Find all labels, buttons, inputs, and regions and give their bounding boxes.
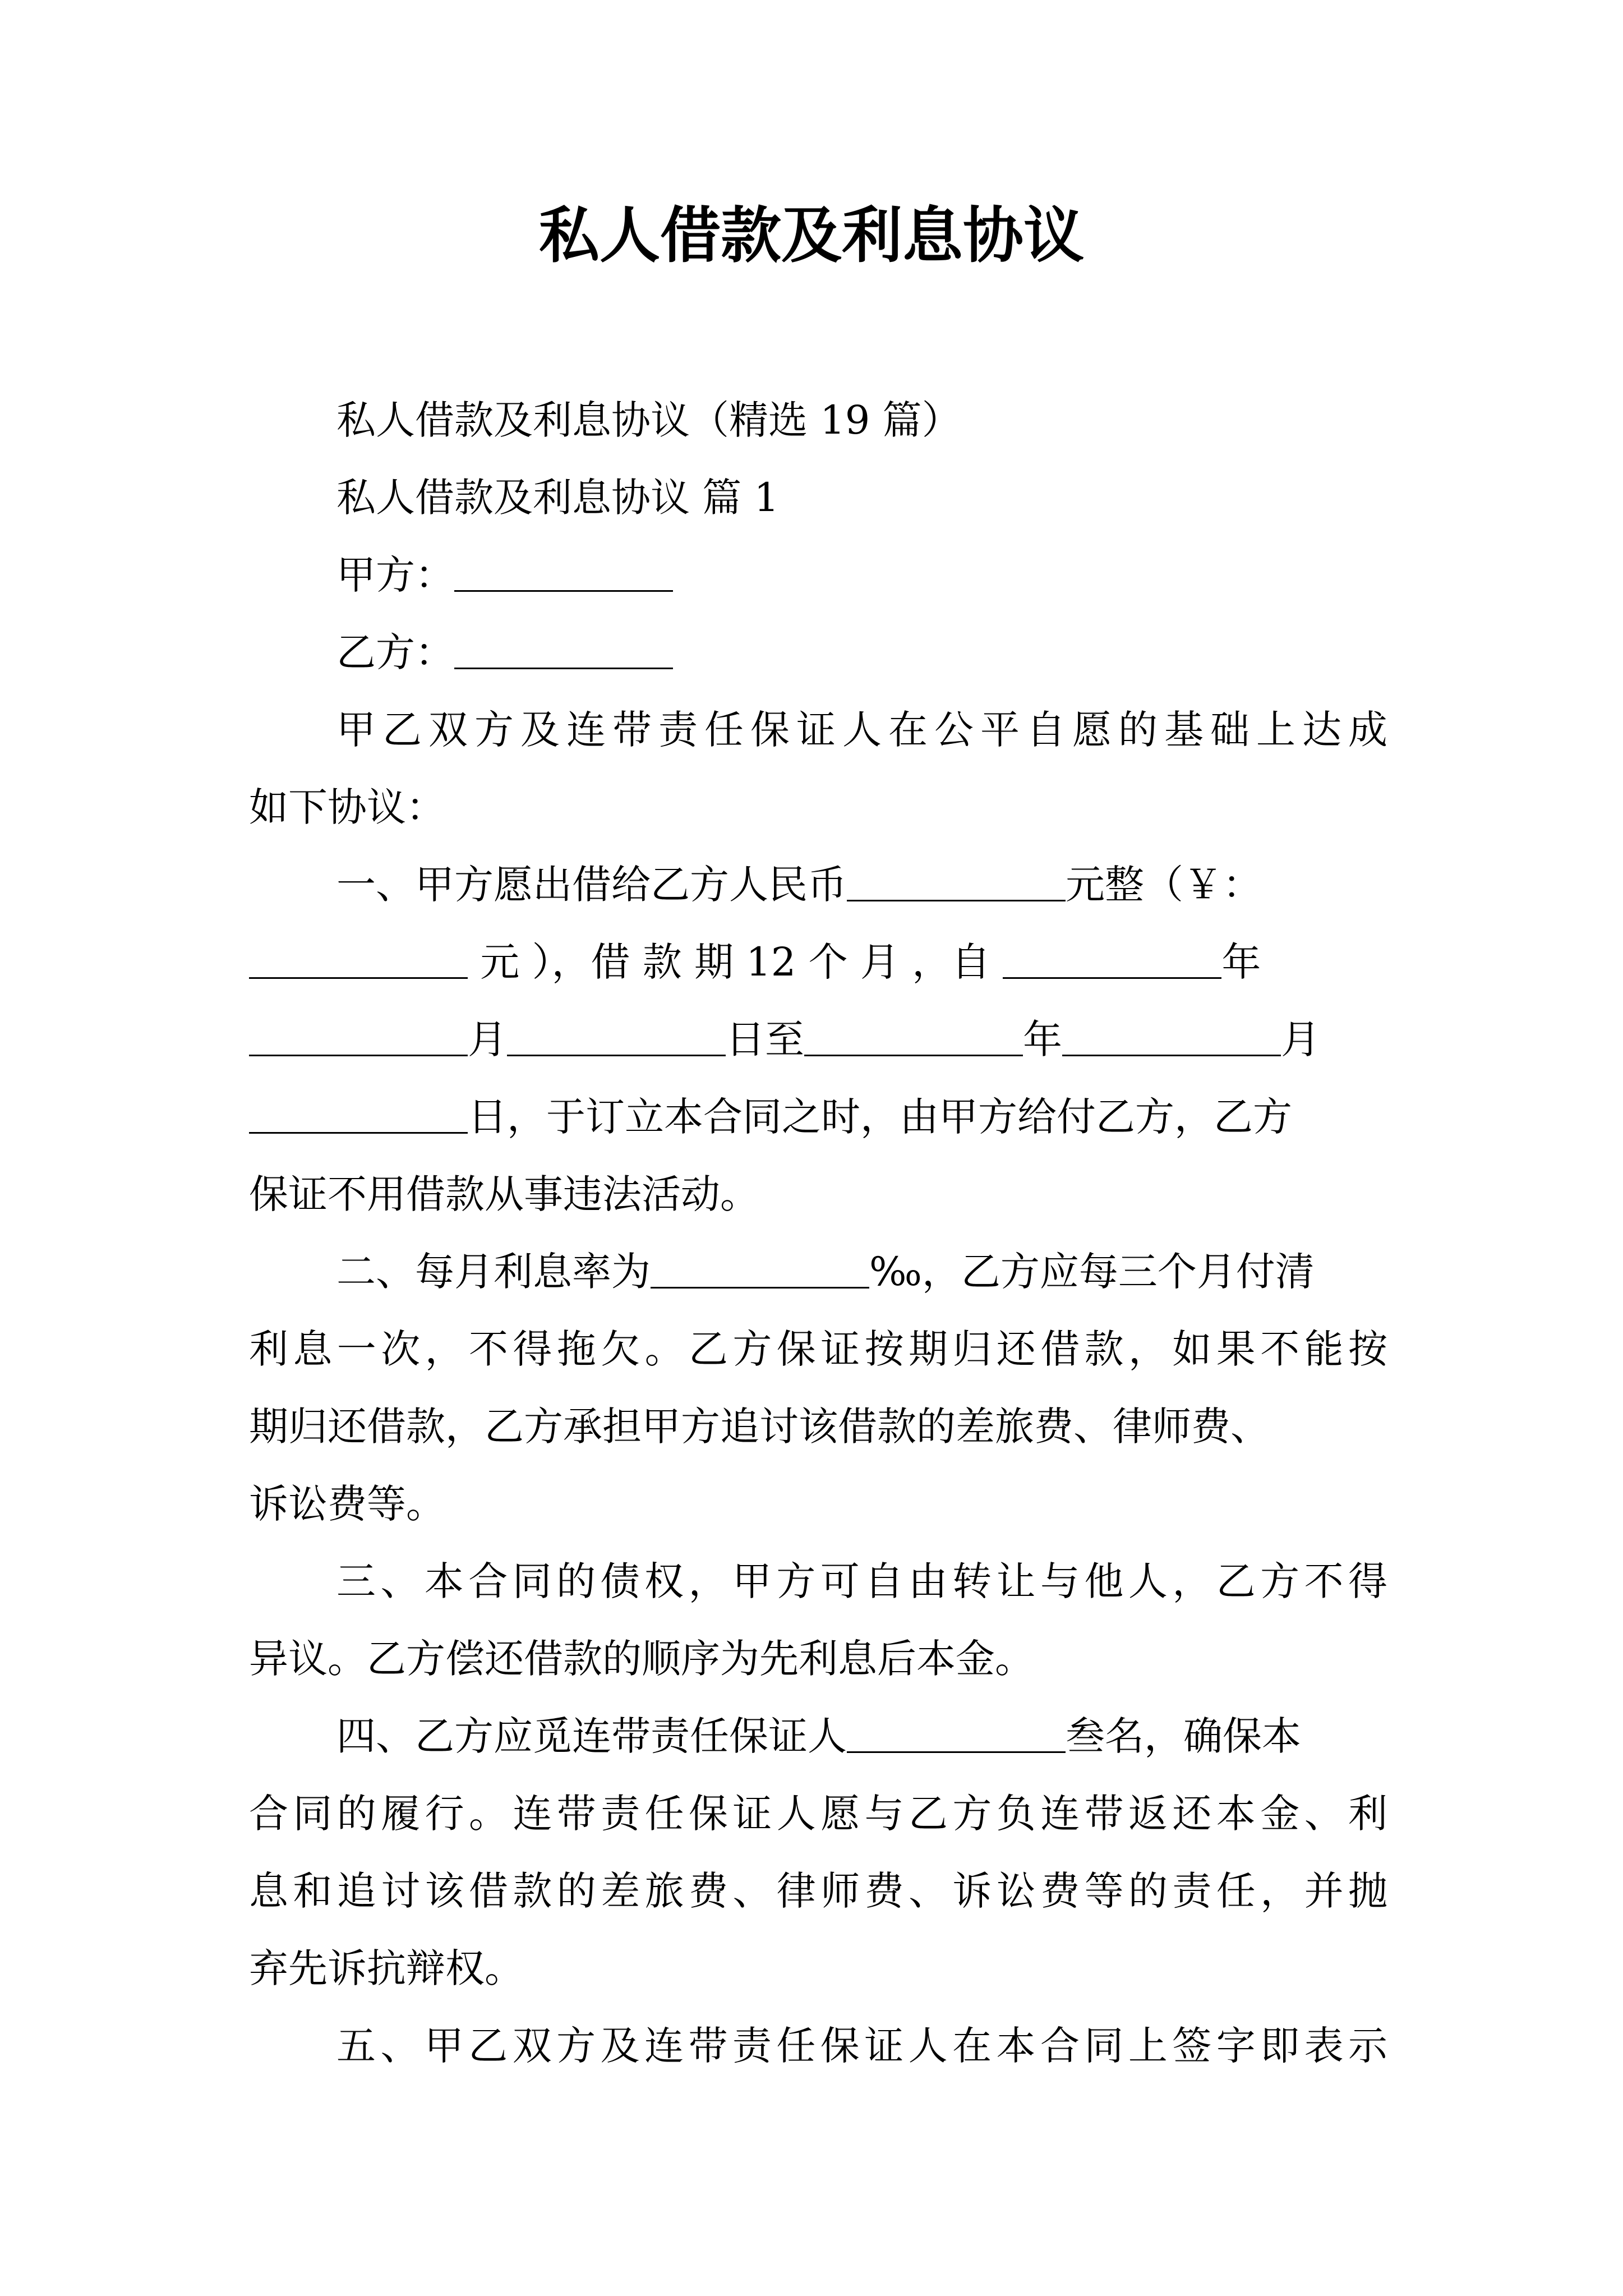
clause-3-line-2: 异议。乙方偿还借款的顺序为先利息后本金。 — [249, 1636, 1034, 1682]
clause-3-line-1: 三、本合同的债权，甲方可自由转让与他人，乙方不得 — [336, 1558, 1387, 1604]
document-body — [249, 381, 1387, 2085]
party-b-line — [249, 614, 1387, 691]
clause-1-text-i: 日，于订立本合同之时，由甲方给付乙方，乙方 — [468, 1094, 1292, 1140]
clause-1-text-e: 月 — [468, 1016, 507, 1062]
end-day-blank — [249, 1098, 468, 1134]
end-month-blank — [1062, 1021, 1281, 1056]
clause-1-text-d: 年 — [1221, 939, 1261, 985]
clause-1-line-1 — [249, 846, 1387, 923]
party-a-blank — [454, 556, 673, 592]
party-a-line — [249, 536, 1387, 614]
clause-1-text-c: 元 ），借 款 期 12 个 月 ，自 — [480, 939, 991, 985]
end-year-blank — [804, 1021, 1023, 1056]
clause-2-line-1 — [249, 1233, 1387, 1310]
clause-1-line-3 — [249, 1001, 1387, 1078]
clause-1-text-h: 月 — [1281, 1016, 1320, 1062]
clause-4-line-4: 弃先诉抗辩权。 — [249, 1945, 524, 1991]
clause-2-text-a: 二、每月利息率为 — [336, 1249, 651, 1295]
party-b-blank — [454, 634, 673, 669]
paragraph-intro-line-2: 如下协议： — [249, 784, 445, 830]
start-day-blank — [507, 1021, 726, 1056]
clause-4-line-1 — [249, 1697, 1387, 1775]
subtitle-line: 私人借款及利息协议（精选 19 篇） — [336, 397, 961, 443]
clause-1-line-5: 保证不用借款从事违法活动。 — [249, 1171, 759, 1217]
clause-4-line-3: 息和追讨该借款的差旅费、律师费、诉讼费等的责任，并抛 — [249, 1868, 1387, 1914]
loan-amount-blank — [847, 866, 1066, 901]
clause-2-text-b: ‰，乙方应每三个月付清 — [869, 1249, 1315, 1295]
clause-1-text-a: 一、甲方愿出借给乙方人民币 — [336, 862, 847, 908]
clause-4-text-a: 四、乙方应觅连带责任保证人 — [336, 1713, 847, 1759]
party-a-label: 甲方： — [336, 552, 454, 598]
loan-amount-figure-blank — [249, 944, 468, 979]
clause-1-line-2 — [249, 923, 1387, 1001]
start-year-blank — [1003, 944, 1221, 979]
clause-1-text-f: 日至 — [726, 1016, 804, 1062]
clause-2-line-2: 利息一次，不得拖欠。乙方保证按期归还借款，如果不能按 — [249, 1326, 1387, 1372]
interest-rate-blank — [651, 1253, 869, 1289]
start-month-blank — [249, 1021, 468, 1056]
clause-2-line-4: 诉讼费等。 — [249, 1481, 445, 1527]
clause-5-line-1: 五、甲乙双方及连带责任保证人在本合同上签字即表示 — [336, 2023, 1387, 2069]
clause-2-line-3: 期归还借款，乙方承担甲方追讨该借款的差旅费、律师费、 — [249, 1404, 1270, 1450]
paragraph-intro-line-1: 甲乙双方及连带责任保证人在公平自愿的基础上达成 — [336, 707, 1387, 753]
guarantor-blank — [847, 1718, 1066, 1753]
clause-4-line-2: 合同的履行。连带责任保证人愿与乙方负连带返还本金、利 — [249, 1791, 1387, 1837]
clause-1-line-4 — [249, 1078, 1387, 1156]
clause-1-text-g: 年 — [1023, 1016, 1062, 1062]
section-heading: 私人借款及利息协议 篇 1 — [336, 475, 780, 521]
clause-1-text-b: 元整（￥： — [1066, 862, 1262, 908]
clause-4-text-b: 叁名，确保本 — [1066, 1713, 1301, 1759]
document-title: 私人借款及利息协议 — [538, 200, 1084, 271]
party-b-label: 乙方： — [336, 629, 454, 675]
